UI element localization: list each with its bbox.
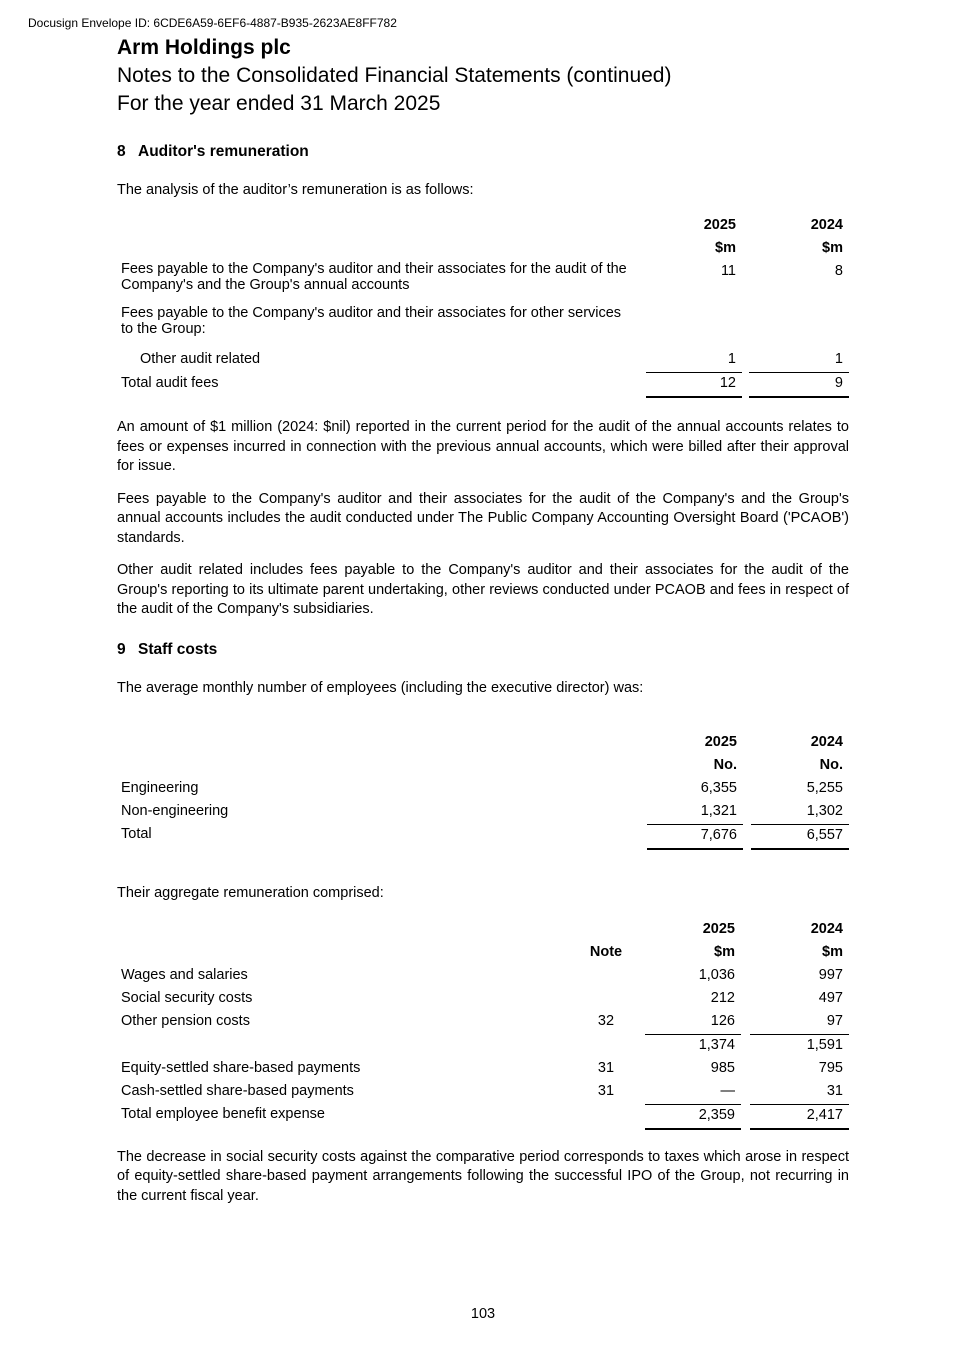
- row-label-cont: to the Group:: [121, 321, 206, 337]
- row-note: 31: [597, 1059, 615, 1076]
- section-8-heading: [117, 143, 849, 161]
- table-subtotal-row: [117, 1034, 849, 1058]
- value-2025: 1,374: [698, 1036, 735, 1053]
- document-header: [117, 34, 849, 118]
- value-2025: 11: [720, 263, 736, 279]
- paragraph: Other audit related includes fees payable to the Company's auditor and their associates for the audit of the Group's reporting to its ultimate parent undertaking, other reviews conducted under PCAOB and fees in respect of the audit of the Company's subsidiaries.: [117, 562, 849, 617]
- table-row: [117, 988, 849, 1011]
- value-2024: 31: [826, 1082, 843, 1099]
- value-2025: 12: [719, 375, 736, 391]
- table-row: [117, 1011, 849, 1035]
- table-total-row: [117, 824, 849, 849]
- row-label: Wages and salaries: [121, 966, 248, 983]
- value-2025: 212: [710, 989, 735, 1006]
- table-unit-row: [117, 755, 849, 778]
- row-label: [117, 1034, 567, 1058]
- row-note: [567, 965, 645, 988]
- row-label: Total employee benefit expense: [121, 1106, 325, 1122]
- closing-paragraph: The decrease in social security costs against the comparative period corresponds to taxes which arose in respect of equity-settled share-based payment arrangements following the successful IPO of the Group, not recurring in the current fiscal year.: [117, 1148, 849, 1204]
- value-2025: 7,676: [700, 826, 737, 843]
- period-title: For the year ended 31 March 2025: [117, 92, 441, 115]
- section-9-title: Staff costs: [138, 640, 218, 658]
- col-2025-unit: $m: [714, 943, 735, 960]
- table-total-row: [117, 373, 849, 398]
- row-note: [567, 1034, 645, 1058]
- remuneration-table: [117, 919, 849, 1130]
- row-label: Equity-settled share-based payments: [121, 1059, 361, 1076]
- value-2024: 9: [834, 375, 843, 391]
- employees-table: [117, 732, 849, 850]
- table-row: [117, 1058, 849, 1081]
- note-column-header: Note: [589, 943, 623, 960]
- col-2025-header: 2025: [702, 920, 735, 937]
- col-2024-header: 2024: [810, 920, 843, 937]
- row-label: Other audit related: [140, 351, 261, 367]
- value-2024: 497: [818, 989, 843, 1006]
- value-2025: 126: [710, 1012, 735, 1029]
- table-row: [117, 801, 849, 825]
- paragraph: Fees payable to the Company's auditor and their associates for the audit of the Company's and the Group's annual accounts includes the audit conducted under The Public Company Accounting Oversight Board ('PCAOB') standards.: [117, 490, 849, 546]
- table-header-row: [117, 919, 849, 942]
- col-2024-header: 2024: [810, 733, 843, 750]
- value-2025: 2,359: [698, 1106, 735, 1123]
- paragraph: An amount of $1 million (2024: $nil) reported in the current period for the audit of the annual accounts relates to fees or expenses incurred in connection with the previous annual accounts, which were billed after their approval for issue.: [117, 419, 849, 474]
- row-note: [567, 988, 645, 1011]
- page-number: 103: [470, 1306, 496, 1322]
- col-2024-unit: $m: [822, 943, 843, 960]
- row-note: 31: [597, 1082, 615, 1099]
- row-label: Other pension costs: [121, 1012, 250, 1029]
- row-label: Total audit fees: [121, 374, 219, 391]
- table-unit-row: [117, 238, 849, 261]
- page-content: [117, 34, 849, 1206]
- value-2024: 8: [834, 263, 843, 279]
- table-header-row: [117, 732, 849, 755]
- value-2024: 1,302: [806, 802, 843, 819]
- value-2024: 1,591: [806, 1036, 843, 1053]
- table-row: [117, 965, 849, 988]
- value-2024: 97: [826, 1012, 843, 1029]
- value-2025: 1: [727, 351, 736, 367]
- value-2025: —: [720, 1082, 735, 1099]
- row-note: [567, 1104, 645, 1129]
- company-name: Arm Holdings plc: [117, 36, 291, 59]
- col-2024-unit: No.: [819, 756, 843, 773]
- section-9-intro: The average monthly number of employees (including the executive director) was:: [117, 679, 644, 696]
- section-8-intro: The analysis of the auditor’s remuneration is as follows:: [117, 182, 474, 198]
- col-2025-unit: No.: [713, 756, 737, 773]
- value-2025: 1,036: [698, 966, 735, 983]
- docusign-envelope-id: Docusign Envelope ID: 6CDE6A59-6EF6-4887-B935-2623AE8FF782: [28, 16, 397, 30]
- section-9-number: 9: [117, 640, 126, 658]
- table-row: [117, 349, 849, 373]
- value-2024: 795: [818, 1059, 843, 1076]
- value-2024: 997: [818, 966, 843, 983]
- col-2024-unit: $m: [822, 240, 843, 256]
- row-label: Fees payable to the Company's auditor and their associates for other services: [121, 305, 622, 321]
- section-8-title: Auditor's remuneration: [138, 143, 309, 160]
- section-8-number: 8: [117, 143, 126, 160]
- value-2025: 1,321: [700, 802, 737, 819]
- table-row: [117, 1081, 849, 1105]
- table-row: [117, 261, 849, 305]
- col-2025-header: 2025: [704, 733, 737, 750]
- row-label: Non-engineering: [121, 802, 229, 819]
- auditor-remuneration-table: [117, 215, 849, 398]
- row-label: Fees payable to the Company's auditor and their associates for the audit of the: [121, 261, 627, 277]
- table-header-row: [117, 215, 849, 238]
- value-2024: 5,255: [806, 779, 843, 796]
- value-2024: 1: [834, 351, 843, 367]
- section-9-heading: [117, 641, 849, 659]
- remuneration-intro: Their aggregate remuneration comprised:: [117, 884, 384, 901]
- row-label: Total: [121, 826, 152, 842]
- row-label: Cash-settled share-based payments: [121, 1082, 354, 1099]
- col-2025-unit: $m: [715, 240, 736, 256]
- row-label: Social security costs: [121, 989, 253, 1006]
- col-2024-header: 2024: [810, 217, 843, 233]
- value-2025: 6,355: [700, 779, 737, 796]
- row-label-cont: Company's and the Group's annual accounts: [121, 277, 410, 293]
- value-2024: 6,557: [806, 826, 843, 843]
- notes-title: Notes to the Consolidated Financial Statements (continued): [117, 64, 672, 87]
- table-unit-row: [117, 942, 849, 965]
- value-2024: 2,417: [806, 1106, 843, 1123]
- col-2025-header: 2025: [703, 217, 736, 233]
- row-note: 32: [597, 1012, 615, 1029]
- table-row: [117, 305, 849, 349]
- value-2025: 985: [710, 1059, 735, 1076]
- table-total-row: [117, 1104, 849, 1129]
- table-row: [117, 778, 849, 801]
- row-label: Engineering: [121, 779, 199, 796]
